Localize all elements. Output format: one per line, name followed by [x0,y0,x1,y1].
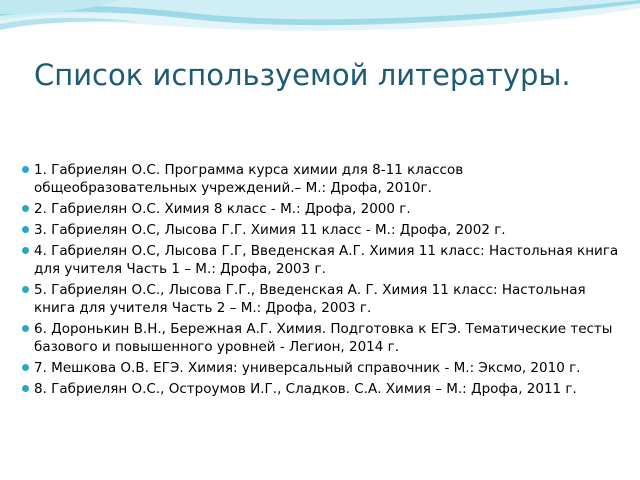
list-item [22,281,627,317]
bullet-icon [22,166,29,173]
list-item-text: 3. Габриелян О.С, Лысова Г.Г. Химия 11 класс - М.: Дрофа, 2002 г. [34,222,506,238]
list-item-text: 2. Габриелян О.С. Химия 8 класс - М.: Дрофа, 2000 г. [34,201,411,217]
list-item [22,161,627,197]
bullet-icon [22,325,29,332]
slide-title: Список используемой литературы. [34,58,571,92]
header-swoosh-decoration [0,0,640,60]
bullet-icon [22,286,29,293]
bullet-icon [22,385,29,392]
list-item [22,242,627,278]
bullet-icon [22,247,29,254]
list-item [22,221,627,239]
list-item [22,359,627,377]
list-item-text: 1. Габриелян О.С. Программа курса химии для 8-11 классов общеобразовательных учреждений.– М.: Дрофа, 2010г. [34,162,464,196]
list-item [22,380,627,398]
list-item [22,200,627,218]
list-item-text: 6. Доронькин В.Н., Бережная А.Г. Химия. Подготовка к ЕГЭ. Тематические тесты базового и повышенного уровней - Легион, 2014 г. [34,321,613,355]
list-item-text: 8. Габриелян О.С., Остроумов И.Г., Сладков. С.А. Химия – М.: Дрофа, 2011 г. [34,381,577,397]
bullet-icon [22,226,29,233]
literature-list [22,161,627,401]
bullet-icon [22,364,29,371]
bullet-icon [22,205,29,212]
list-item-text: 4. Габриелян О.С, Лысова Г.Г, Введенская А.Г. Химия 11 класс: Настольная книга для учителя Часть 1 – М.: Дрофа, 2003 г. [34,243,619,277]
list-item-text: 5. Габриелян О.С., Лысова Г.Г., Введенская А. Г. Химия 11 класс: Настольная книга для учителя Часть 2 – М.: Дрофа, 2003 г. [34,282,586,316]
list-item [22,320,627,356]
list-item-text: 7. Мешкова О.В. ЕГЭ. Химия: универсальный справочник - М.: Эксмо, 2010 г. [34,360,581,376]
